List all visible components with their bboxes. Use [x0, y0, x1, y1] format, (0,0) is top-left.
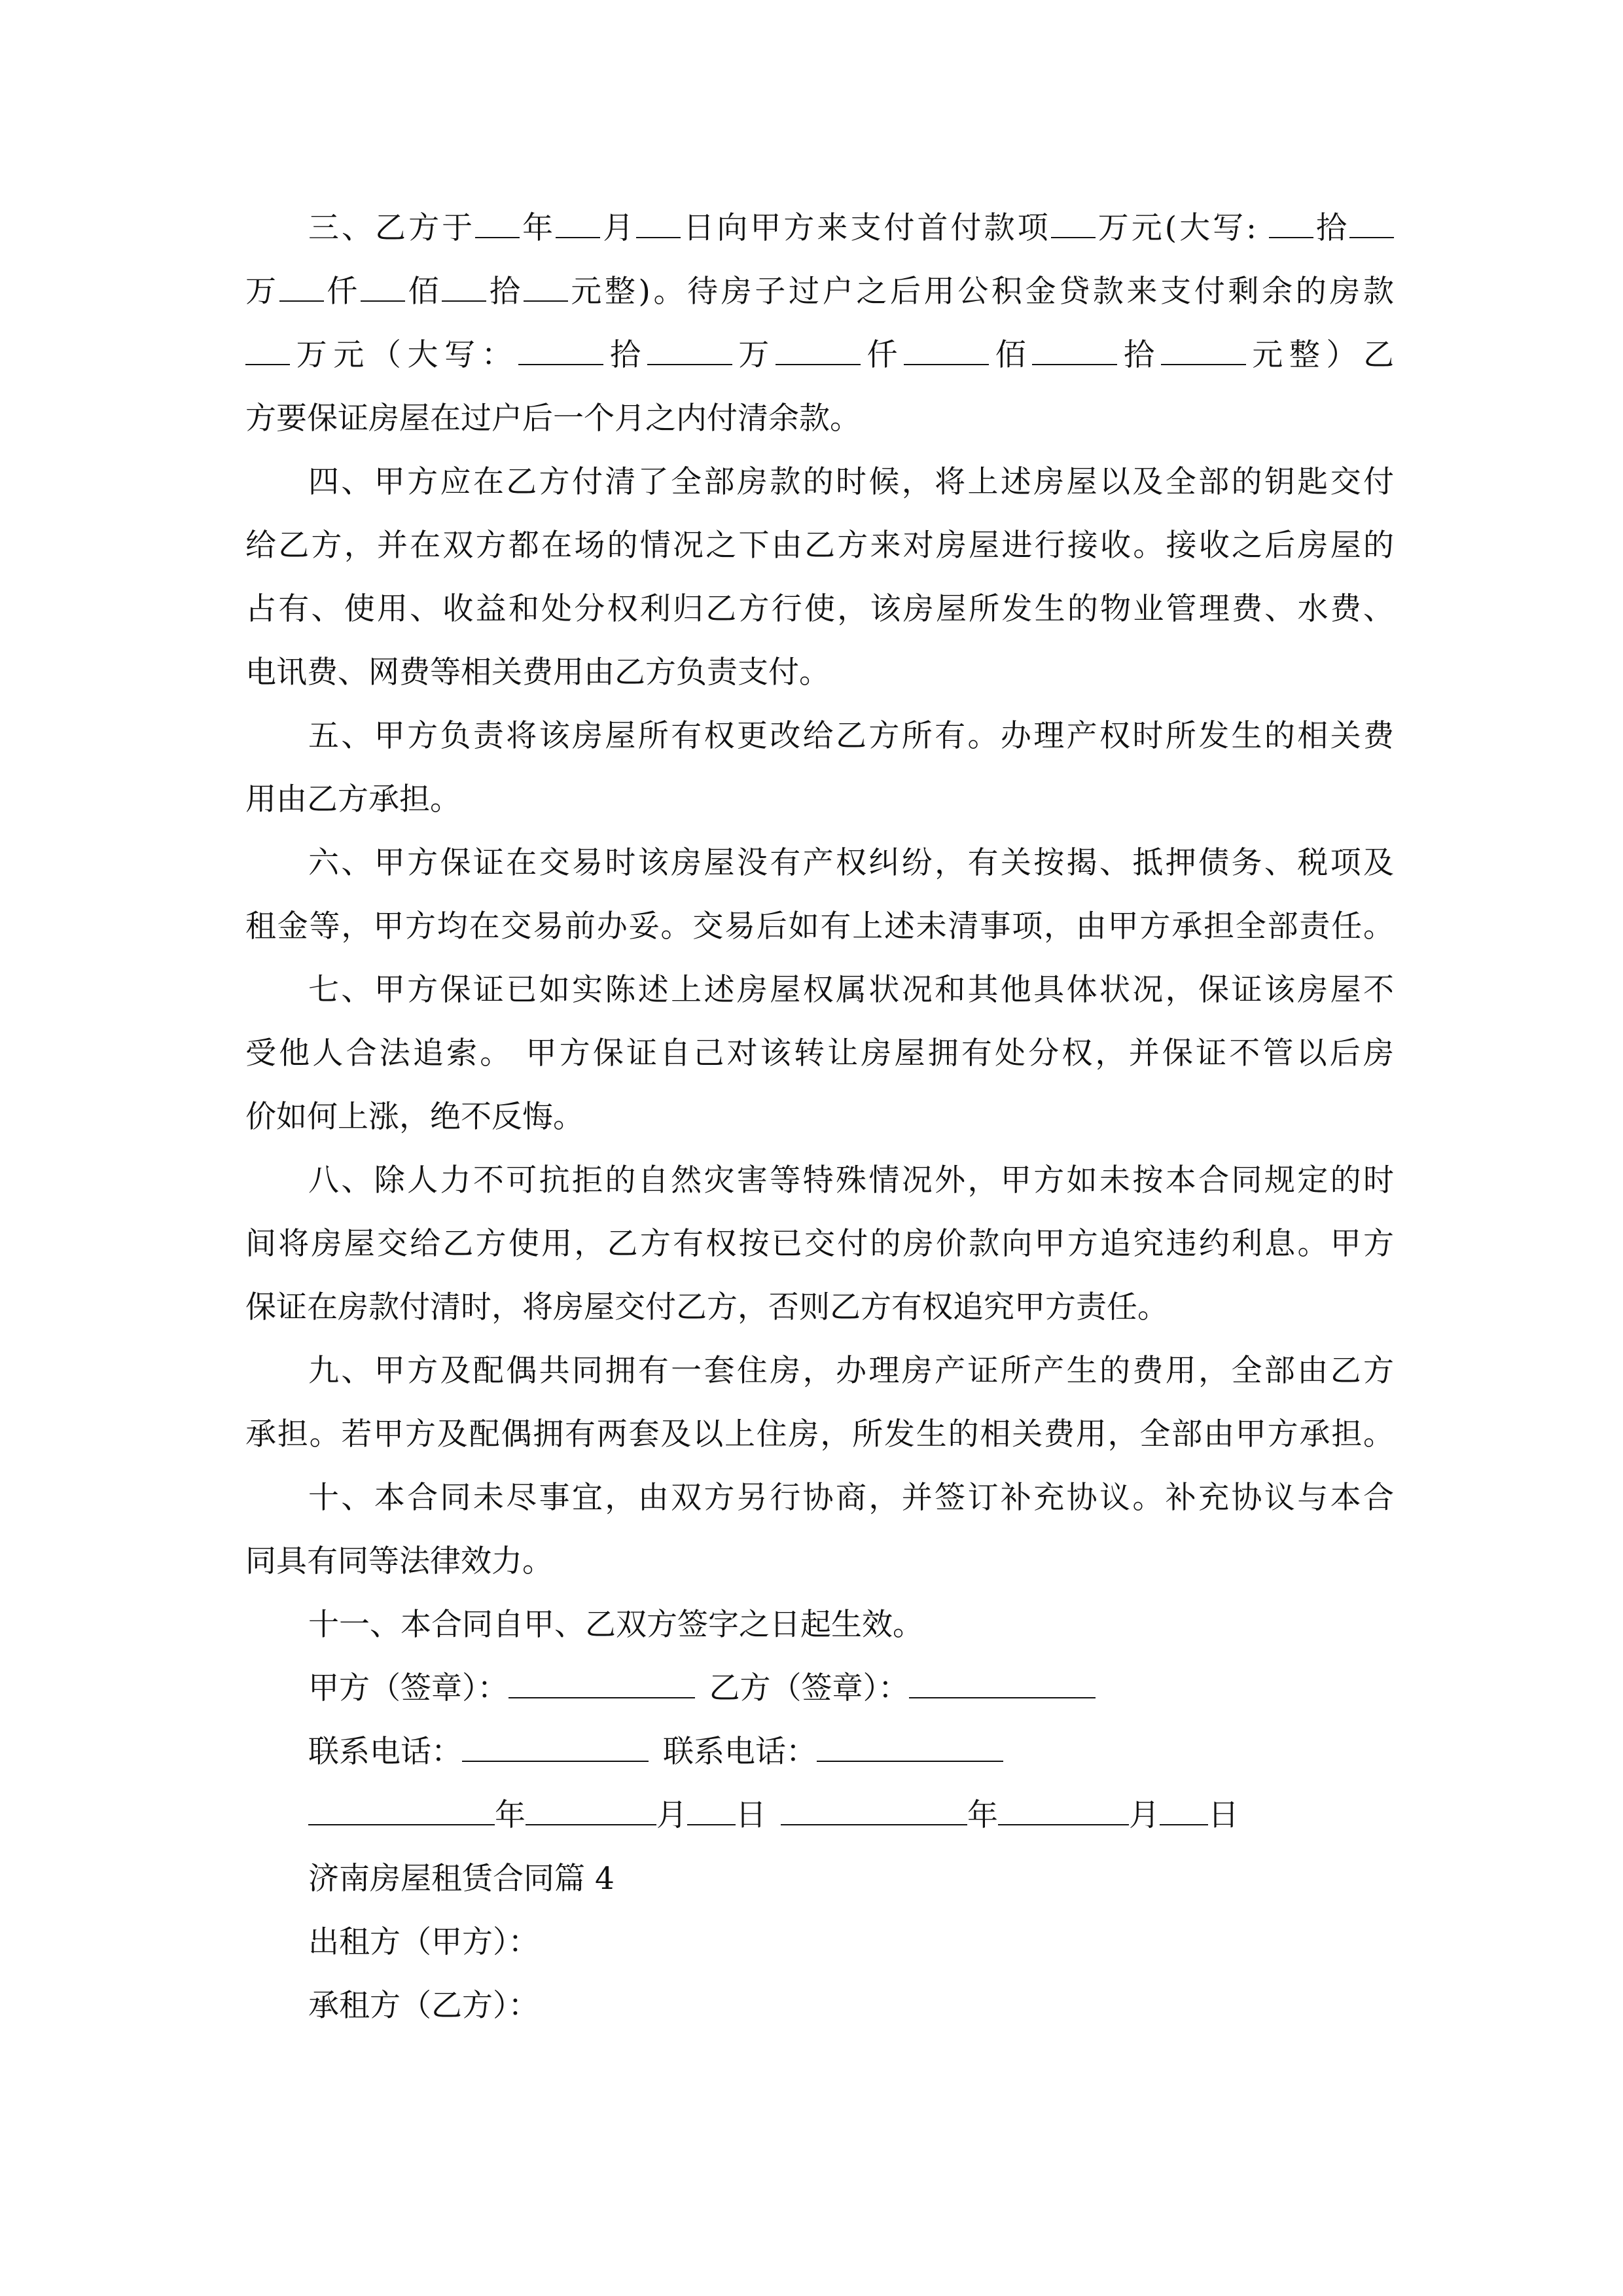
clause-line: 租金等，甲方均在交易前办妥。交易后如有上述未清事项，由甲方承担全部责任。: [245, 908, 1394, 944]
blank-field: [556, 236, 600, 238]
text: 仟: [860, 337, 904, 373]
date-b-year-field[interactable]: [781, 1823, 967, 1825]
month-label: 月: [1129, 1797, 1160, 1833]
blank-field: [647, 363, 732, 365]
clause-4: [245, 450, 1394, 704]
blank-field: [1051, 236, 1096, 238]
blank-field: [636, 236, 681, 238]
date-row: [245, 1784, 1394, 1847]
clause-line: 电讯费、网费等相关费用由乙方负责支付。: [245, 655, 830, 691]
signature-row: [245, 1657, 1394, 1720]
clause-line: 间将房屋交给乙方使用，乙方有权按已交付的房价款向甲方追究违约利息。甲方: [245, 1226, 1394, 1262]
clause-line: 价如何上涨，绝不反悔。: [245, 1099, 584, 1135]
text: 万: [732, 337, 776, 373]
clause-8: [245, 1149, 1394, 1339]
text: 三、乙方于: [308, 210, 476, 246]
section-title: 济南房屋租赁合同篇 4: [308, 1861, 615, 1897]
clause-line: 承担。若甲方及配偶拥有两套及以上住房，所发生的相关费用，全部由甲方承担。: [245, 1416, 1394, 1452]
text: 仟: [323, 274, 361, 310]
text: 月: [600, 210, 637, 246]
clause-7: [245, 958, 1394, 1149]
text: 拾: [1313, 210, 1350, 246]
clause-line: 同具有同等法律效力。: [245, 1543, 553, 1579]
clause-3-line-2: [245, 260, 1394, 323]
blank-field: [1032, 363, 1117, 365]
clause-9: [245, 1339, 1394, 1466]
clause-line: 六、甲方保证在交易时该房屋没有产权纠纷，有关按揭、抵押债务、税项及: [308, 845, 1394, 881]
clause-3-line-3: [245, 323, 1394, 387]
blank-field: [904, 363, 989, 365]
clause-line: 受他人合法追索。 甲方保证自己对该转让房屋拥有处分权，并保证不管以后房: [245, 1035, 1394, 1071]
day-label: 日: [736, 1797, 766, 1833]
text: 拾: [486, 274, 524, 310]
blank-field: [1269, 236, 1313, 238]
blank-field: [279, 300, 324, 302]
phone-row: [245, 1720, 1394, 1784]
clause-5: [245, 704, 1394, 831]
date-b-day-field[interactable]: [1160, 1823, 1208, 1825]
contract-body: [245, 196, 1394, 2037]
text: 佰: [989, 337, 1033, 373]
phone-a-field[interactable]: [462, 1760, 649, 1762]
lessee-label: 承租方（乙方）：: [308, 1988, 539, 2024]
date-b-month-field[interactable]: [998, 1823, 1129, 1825]
month-label: 月: [656, 1797, 687, 1833]
party-a-seal-field[interactable]: [508, 1696, 695, 1698]
text: 日向甲方来支付首付款项: [681, 210, 1051, 246]
clause-line: 用由乙方承担。: [245, 781, 461, 817]
blank-field: [245, 363, 290, 365]
text: 拾: [603, 337, 647, 373]
blank-field: [442, 300, 486, 302]
clause-6: [245, 831, 1394, 958]
blank-field: [361, 300, 405, 302]
blank-field: [518, 363, 603, 365]
clause-10: [245, 1466, 1394, 1593]
text: 万元(大写:: [1095, 210, 1257, 246]
clause-line: 十、本合同未尽事宜，由双方另行协商，并签订补充协议。补充协议与本合: [308, 1480, 1394, 1516]
clause-3: [245, 196, 1394, 450]
text: 佰: [404, 274, 442, 310]
clause-line: 七、甲方保证已如实陈述上述房屋权属状况和其他具体状况，保证该房屋不: [308, 972, 1394, 1008]
party-b-seal-field[interactable]: [909, 1696, 1096, 1698]
text: 拾: [1117, 337, 1161, 373]
year-label: 年: [495, 1797, 526, 1833]
clause-11: 十一、本合同自甲、乙双方签字之日起生效。: [308, 1607, 923, 1643]
blank-field: [475, 236, 520, 238]
text: 元整）乙: [1245, 337, 1395, 373]
clause-line: 四、甲方应在乙方付清了全部房款的时候，将上述房屋以及全部的钥匙交付: [308, 464, 1394, 500]
clause-line: 八、除人力不可抗拒的自然灾害等特殊情况外，甲方如未按本合同规定的时: [308, 1162, 1394, 1198]
lessor-label: 出租方（甲方）：: [308, 1924, 539, 1960]
clause-line: 保证在房款付清时，将房屋交付乙方，否则乙方有权追究甲方责任。: [245, 1289, 1168, 1325]
party-b-seal-label: 乙方（签章）：: [709, 1670, 909, 1706]
phone-a-label: 联系电话：: [308, 1734, 462, 1770]
party-a-seal-label: 甲方（签章）：: [308, 1670, 508, 1706]
clause-3-line-1: [245, 196, 1394, 260]
phone-b-field[interactable]: [817, 1760, 1003, 1762]
blank-field: [1349, 236, 1394, 238]
text: 万: [245, 274, 279, 310]
date-a-month-field[interactable]: [526, 1823, 656, 1825]
clause-3-line-4: 方要保证房屋在过户后一个月之内付清余款。: [245, 401, 861, 437]
day-label: 日: [1208, 1797, 1239, 1833]
text: 元整)。待房子过户之后用公积金贷款来支付剩余的房款: [567, 274, 1395, 310]
clause-line: 占有、使用、收益和处分权利归乙方行使，该房屋所发生的物业管理费、水费、: [245, 591, 1394, 627]
date-a-day-field[interactable]: [687, 1823, 736, 1825]
blank-field: [1161, 363, 1246, 365]
clause-line: 九、甲方及配偶共同拥有一套住房，办理房产证所产生的费用，全部由乙方: [308, 1353, 1394, 1389]
blank-field: [776, 363, 861, 365]
text: 年: [520, 210, 556, 246]
blank-field: [524, 300, 568, 302]
year-label: 年: [967, 1797, 998, 1833]
date-a-year-field[interactable]: [308, 1823, 495, 1825]
clause-line: 给乙方，并在双方都在场的情况之下由乙方来对房屋进行接收。接收之后房屋的: [245, 528, 1394, 564]
phone-b-label: 联系电话：: [663, 1734, 817, 1770]
text: 万元（大写：: [290, 337, 519, 373]
clause-line: 五、甲方负责将该房屋所有权更改给乙方所有。办理产权时所发生的相关费: [308, 718, 1394, 754]
